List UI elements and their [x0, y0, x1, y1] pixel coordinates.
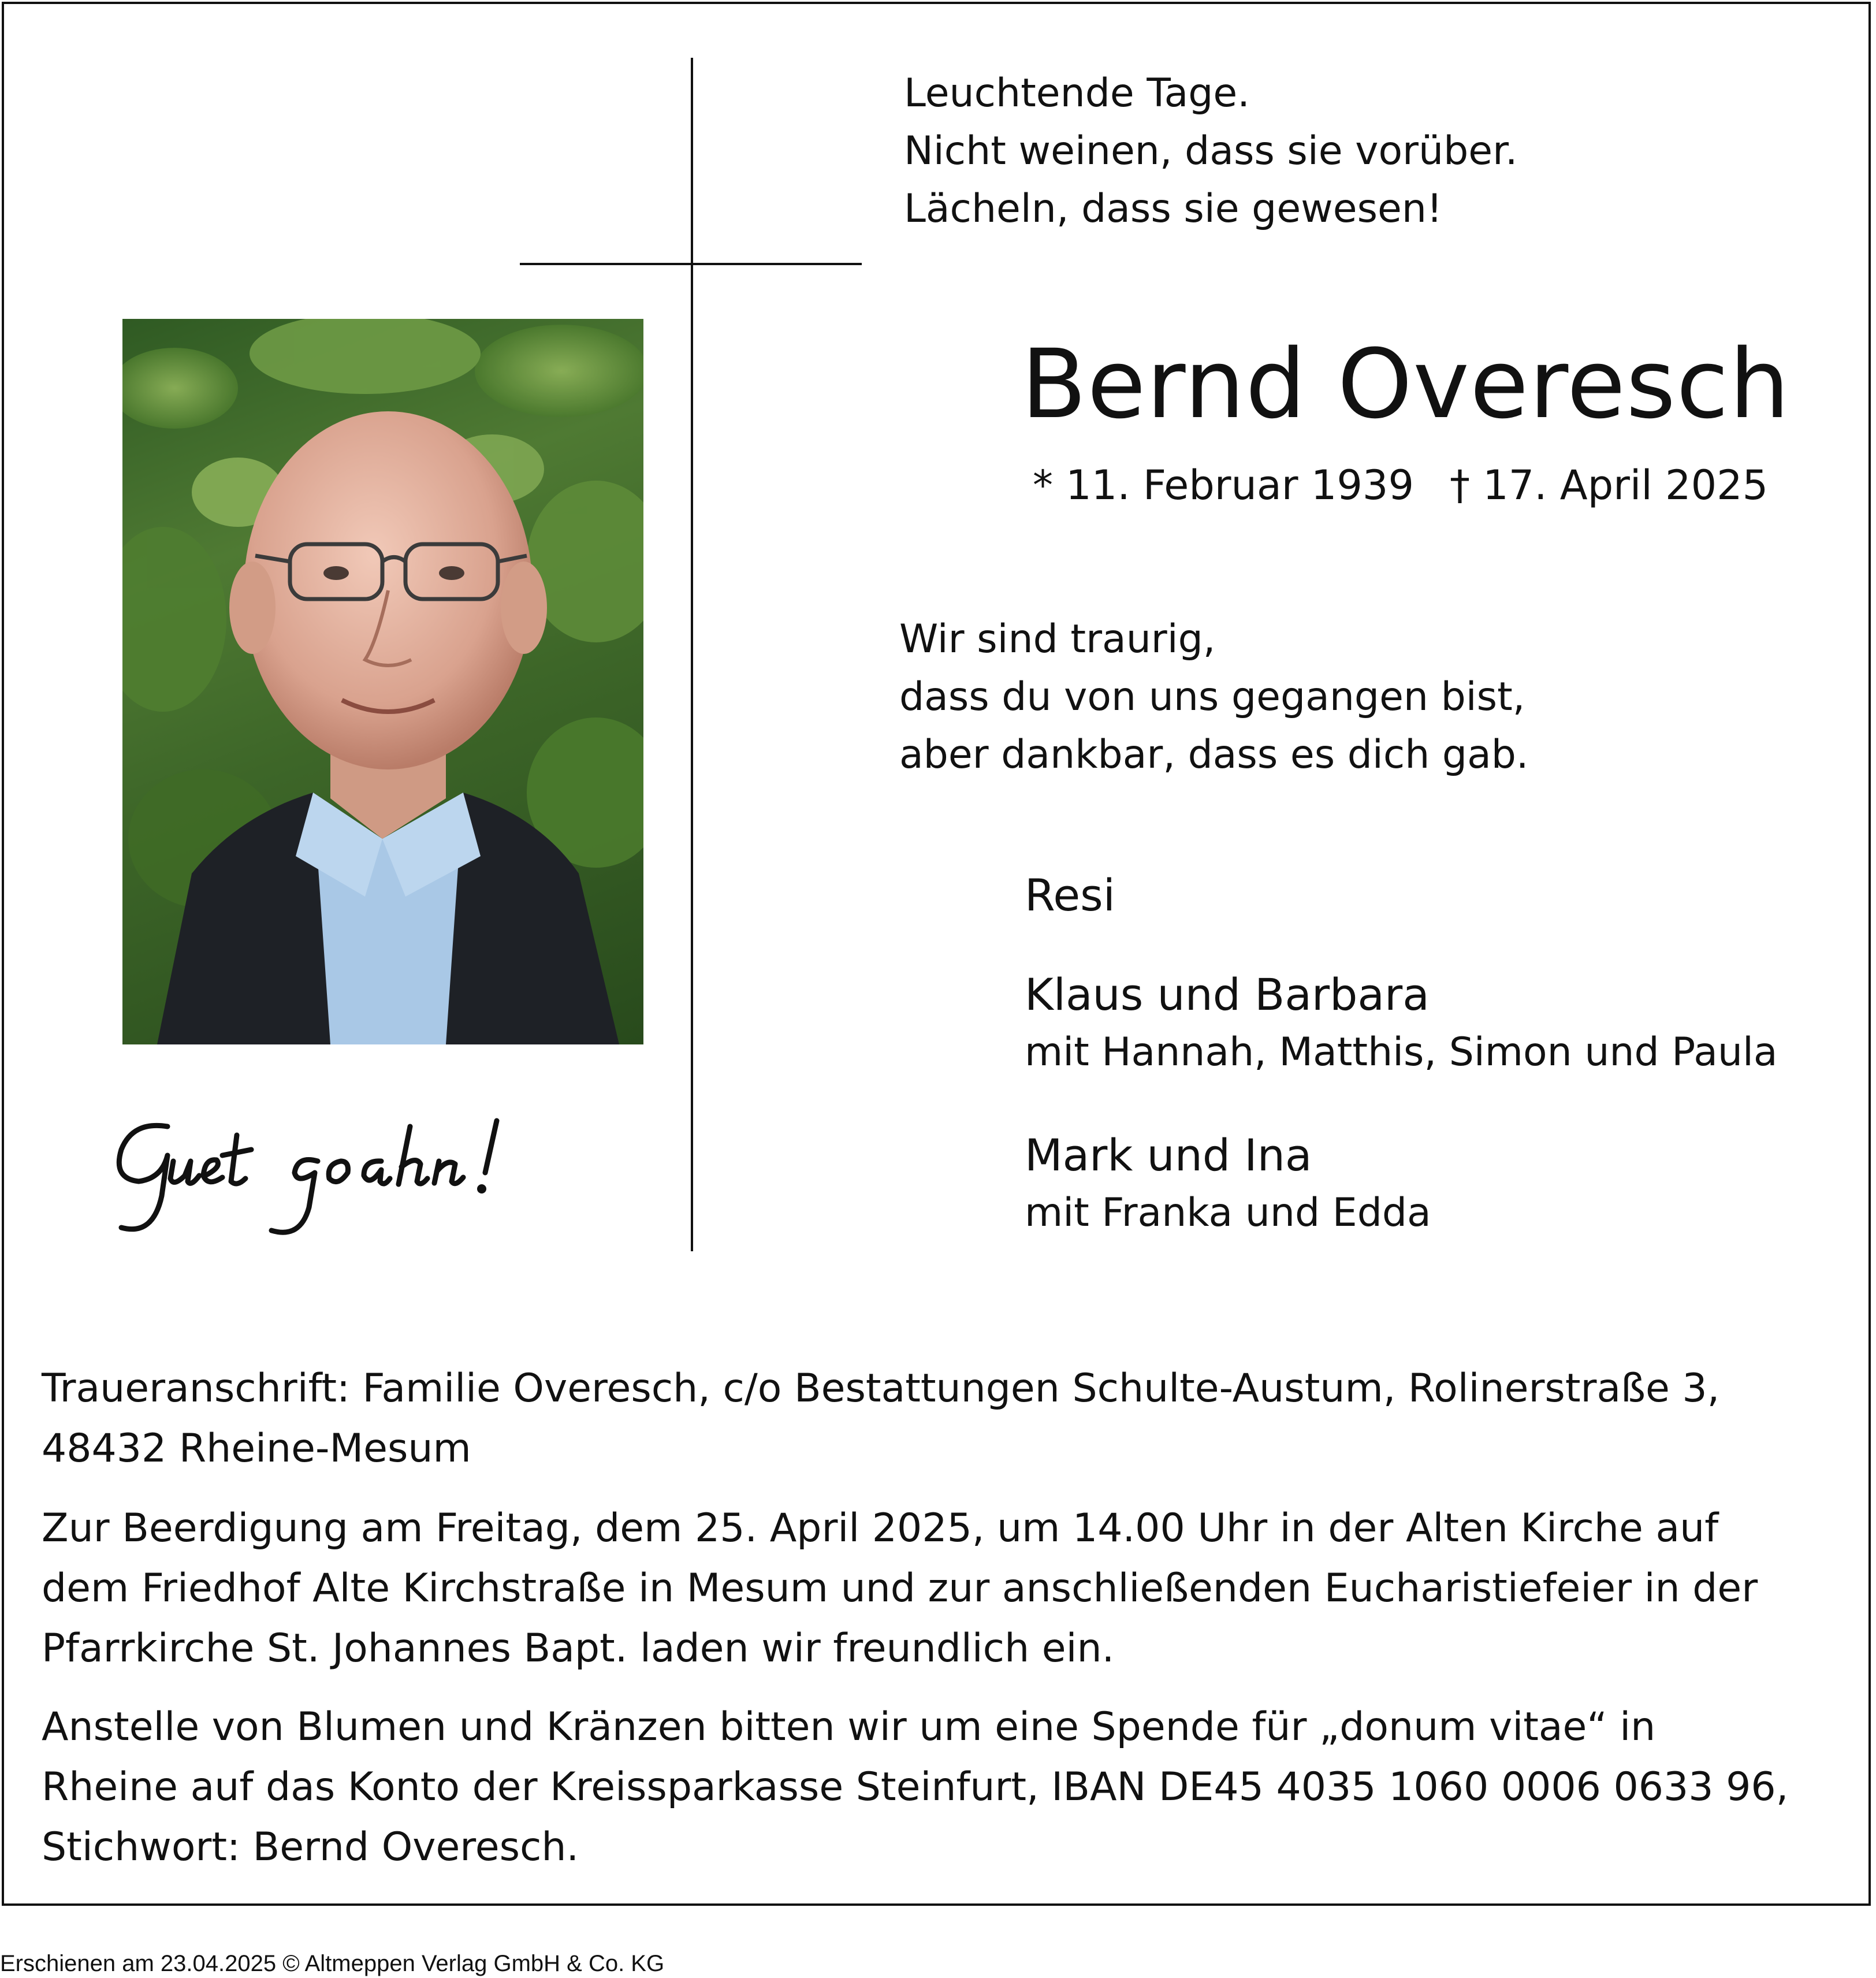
- funeral-info-paragraph: [42, 1499, 1849, 1679]
- family-member: [1025, 1126, 1431, 1242]
- family-member-name: Mark und Ina: [1025, 1129, 1312, 1181]
- poem-top-line: Nicht weinen, dass sie vorüber.: [904, 128, 1518, 174]
- signature: [98, 1103, 641, 1254]
- paragraph-line: Stichwort: Bernd Overesch.: [42, 1824, 579, 1870]
- paragraph-line: dem Friedhof Alte Kirchstraße in Mesum und zur anschließenden Eucharistiefeier in der: [42, 1566, 1758, 1611]
- publication-footer: Erschienen am 23.04.2025 © Altmeppen Verlag GmbH & Co. KG: [0, 1951, 665, 1976]
- donation-paragraph: [42, 1697, 1849, 1877]
- poem-middle: [899, 611, 1529, 784]
- poem-middle-line: Wir sind traurig,: [899, 616, 1216, 662]
- poem-top: [904, 65, 1517, 238]
- paragraph-line: Rheine auf das Konto der Kreissparkasse Steinfurt, IBAN DE45 4035 1060 0006 0633 96,: [42, 1764, 1789, 1810]
- family-member-name: Klaus und Barbara: [1025, 969, 1430, 1020]
- portrait-illustration: [122, 319, 643, 1044]
- life-dates: [1033, 456, 1768, 514]
- mourning-address-paragraph: [42, 1359, 1849, 1479]
- paragraph-line: Traueranschrift: Familie Overesch, c/o Bestattungen Schulte-Austum, Rolinerstraße 3,: [42, 1366, 1720, 1411]
- family-member-children: mit Hannah, Matthis, Simon und Paula: [1025, 1029, 1778, 1075]
- paragraph-line: Pfarrkirche St. Johannes Bapt. laden wir freundlich ein.: [42, 1626, 1115, 1671]
- poem-top-line: Lächeln, dass sie gewesen!: [904, 186, 1443, 232]
- paragraph-line: 48432 Rheine-Mesum: [42, 1426, 471, 1471]
- family-member: [1025, 966, 1778, 1081]
- portrait-photo: [122, 319, 643, 1044]
- poem-middle-line: dass du von uns gegangen bist,: [899, 674, 1525, 720]
- paragraph-line: Anstelle von Blumen und Kränzen bitten wir um eine Spende für „donum vitae“ in: [42, 1704, 1656, 1750]
- cross-vertical-bar: [691, 58, 693, 1251]
- death-date: † 17. April 2025: [1449, 462, 1769, 509]
- poem-middle-line: aber dankbar, dass es dich gab.: [899, 732, 1529, 778]
- signature-drawing: [98, 1103, 641, 1254]
- poem-top-line: Leuchtende Tage.: [904, 70, 1250, 116]
- cross-horizontal-bar: [520, 263, 862, 265]
- paragraph-line: Zur Beerdigung am Freitag, dem 25. April 2025, um 14.00 Uhr in der Alten Kirche auf: [42, 1505, 1719, 1551]
- family-member: [1025, 867, 1115, 924]
- birth-date: * 11. Februar 1939: [1033, 462, 1414, 509]
- family-member-name: Resi: [1025, 869, 1115, 921]
- family-member-children: mit Franka und Edda: [1025, 1190, 1431, 1236]
- deceased-name: Bernd Overesch: [1021, 329, 1791, 440]
